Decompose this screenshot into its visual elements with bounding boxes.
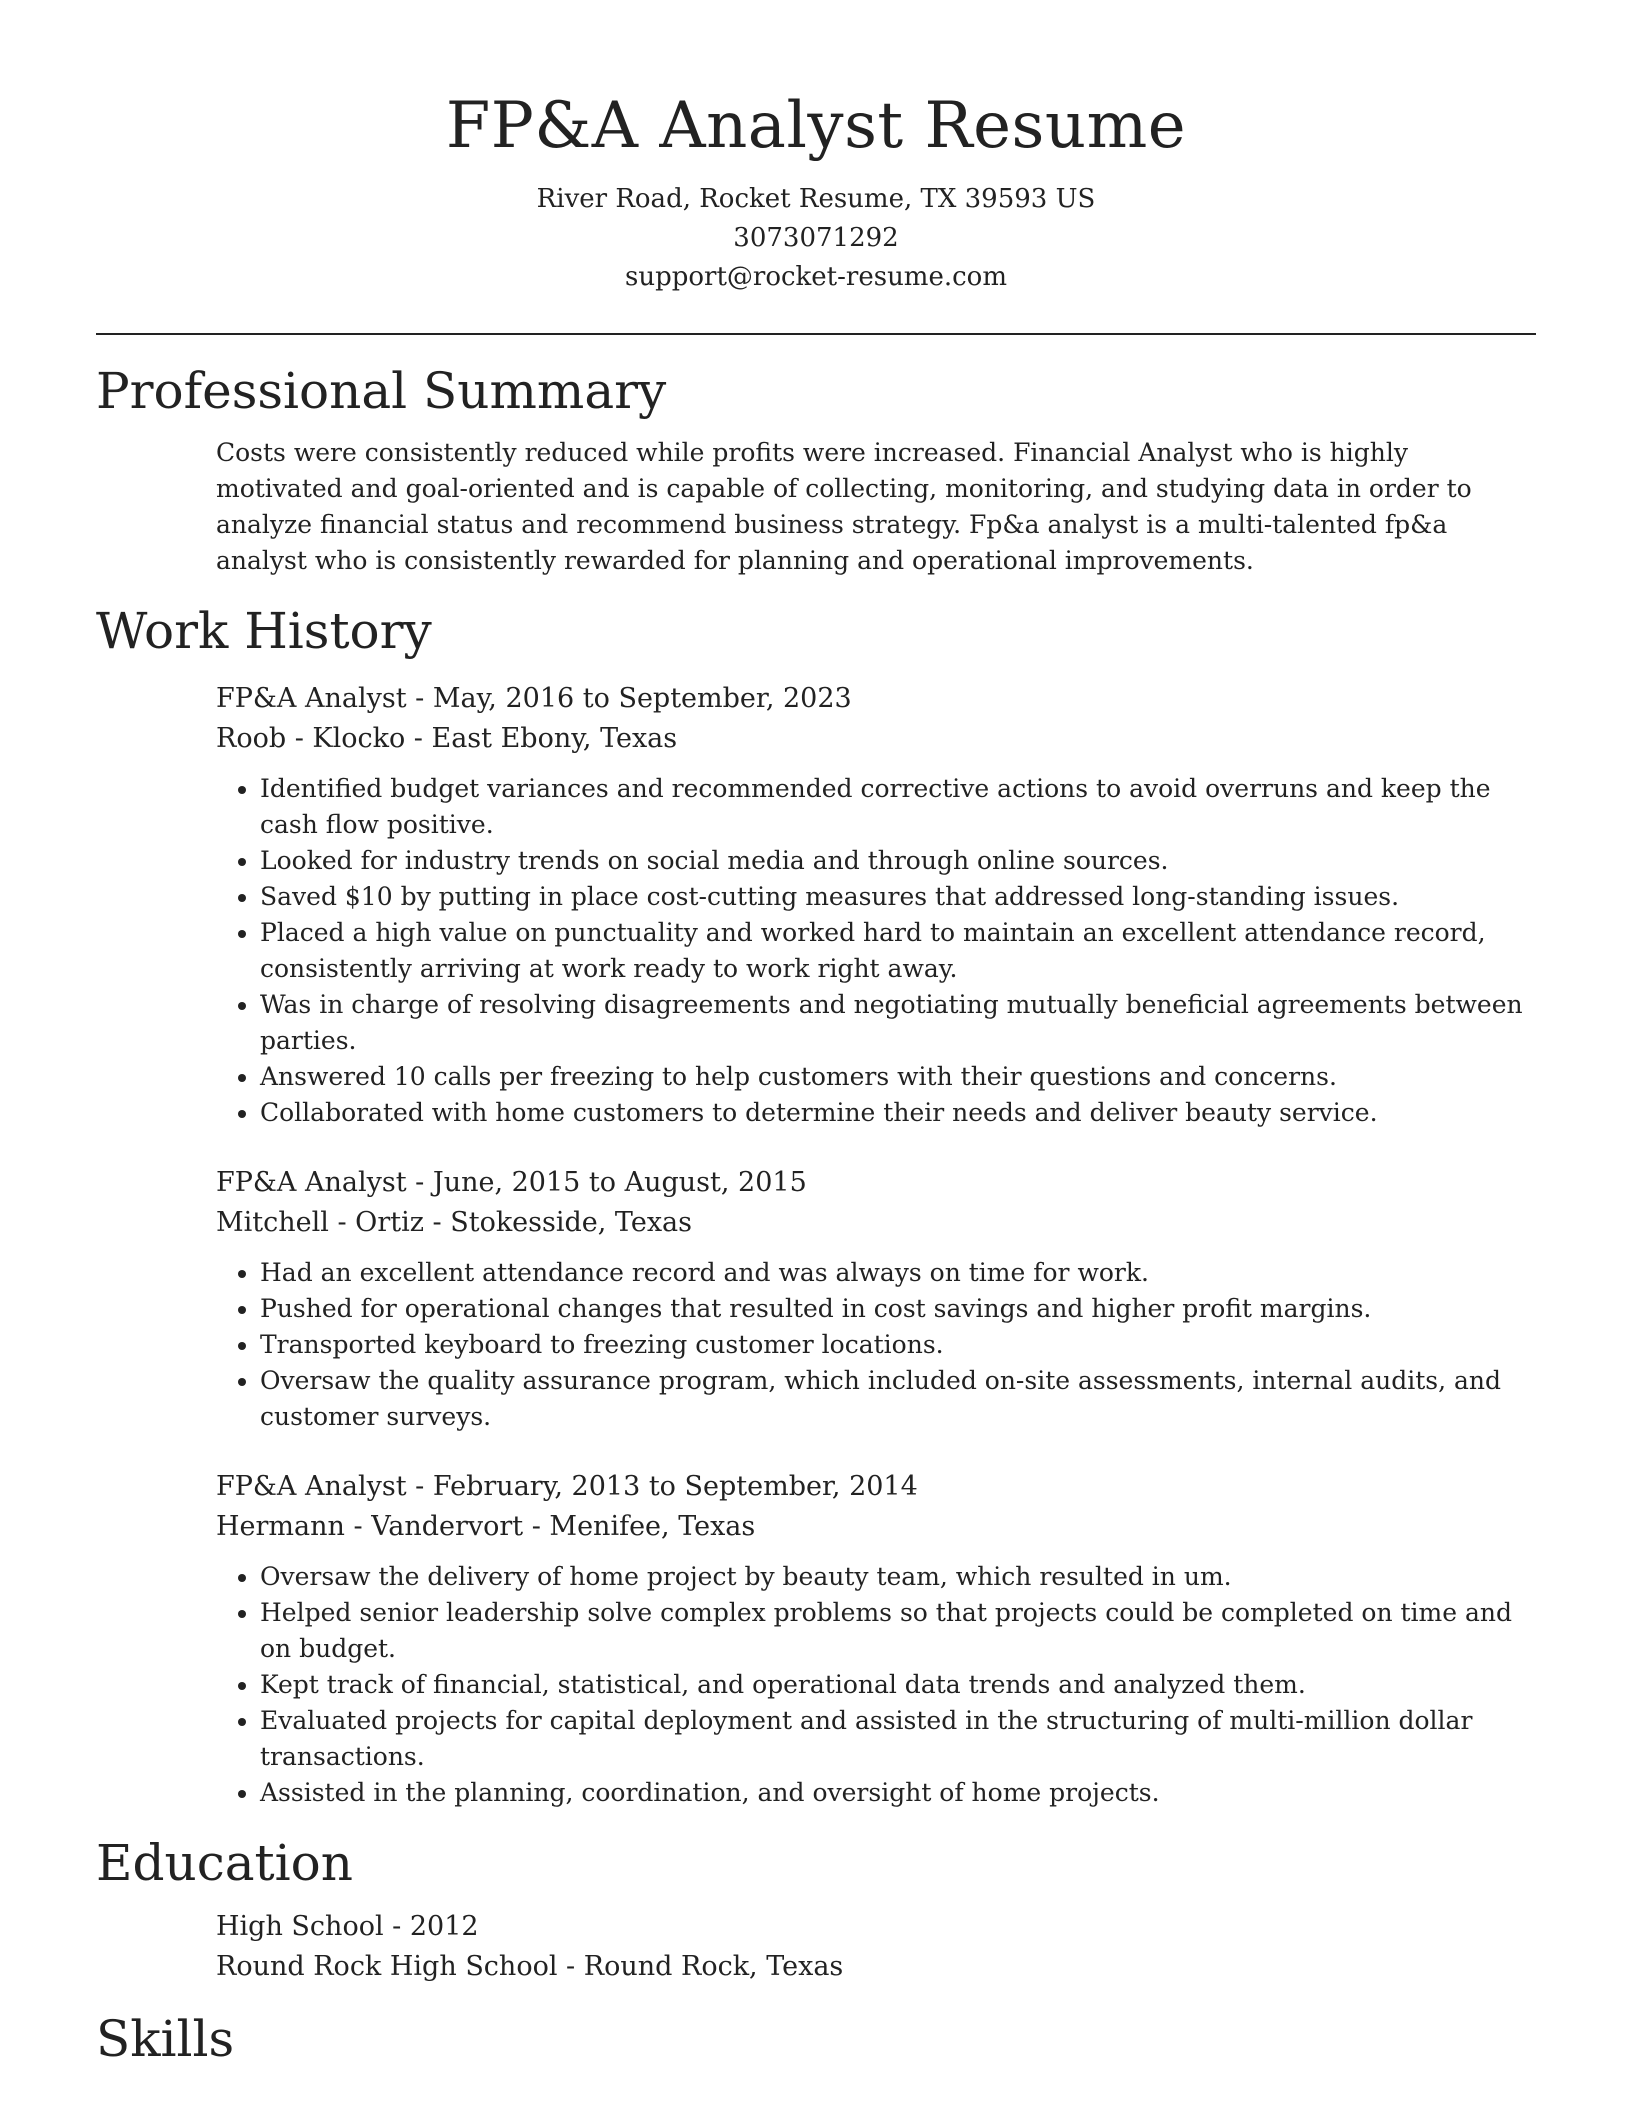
work-history-heading: Work History — [96, 602, 432, 660]
summary-text: Costs were consistently reduced while profits were increased. Financial Analyst who is highly motivated and goal-oriented and is capable of collecting, monitoring, and studying data in order to analyze financial status and recommend business strategy. Fp&a analyst is a multi-talented fp&a analyst who is consistently rewarded for planning and operational improvements. — [216, 438, 1472, 575]
contact-address: River Road, Rocket Resume, TX 39593 US — [536, 184, 1096, 214]
job-company-line: Mitchell - Ortiz - Stokesside, Texas — [216, 1207, 693, 1238]
job-bullets — [216, 1559, 1536, 1811]
list-item: • Collaborated with home customers to determine their needs and deliver beauty service. — [260, 1095, 1536, 1131]
job-entry — [216, 1163, 1536, 1435]
job-title-line: FP&A Analyst - May, 2016 to September, 2023 — [216, 683, 852, 714]
job-bullets — [216, 771, 1536, 1131]
resume-page — [96, 0, 1536, 2069]
job-entry — [216, 679, 1536, 1131]
list-item: • Oversaw the delivery of home project by beauty team, which resulted in um. — [260, 1559, 1536, 1595]
list-item: • Was in charge of resolving disagreements and negotiating mutually beneficial agreements between parties. — [260, 987, 1536, 1059]
job-entry — [216, 1467, 1536, 1811]
job-title-line: FP&A Analyst - February, 2013 to September, 2014 — [216, 1471, 918, 1502]
summary-heading: Professional Summary — [96, 362, 667, 420]
list-item: • Kept track of financial, statistical, and operational data trends and analyzed them. — [260, 1667, 1536, 1703]
list-item: • Had an excellent attendance record and was always on time for work. — [260, 1255, 1536, 1291]
list-item: • Saved $10 by putting in place cost-cutting measures that addressed long-standing issues. — [260, 879, 1536, 915]
job-title-line: FP&A Analyst - June, 2015 to August, 2015 — [216, 1167, 807, 1198]
job-company-line: Roob - Klocko - East Ebony, Texas — [216, 723, 678, 754]
header-divider — [96, 333, 1536, 335]
skills-heading: Skills — [96, 2010, 235, 2068]
list-item: • Oversaw the quality assurance program, which included on-site assessments, internal audits, and customer surveys. — [260, 1363, 1536, 1435]
skills-section — [96, 2009, 1536, 2069]
list-item: • Answered 10 calls per freezing to help customers with their questions and concerns. — [260, 1059, 1536, 1095]
summary-section — [96, 361, 1536, 579]
education-entry — [216, 1907, 1536, 1987]
job-bullets — [216, 1255, 1536, 1435]
list-item: • Pushed for operational changes that resulted in cost savings and higher profit margins. — [260, 1291, 1536, 1327]
list-item: • Transported keyboard to freezing customer locations. — [260, 1327, 1536, 1363]
education-heading: Education — [96, 1834, 353, 1892]
list-item: • Placed a high value on punctuality and worked hard to maintain an excellent attendance record, consistently arriving at work ready to work right away. — [260, 915, 1536, 987]
contact-block — [96, 180, 1536, 297]
job-company-line: Hermann - Vandervort - Menifee, Texas — [216, 1511, 756, 1542]
education-section — [96, 1833, 1536, 1987]
list-item: • Helped senior leadership solve complex problems so that projects could be completed on time and on budget. — [260, 1595, 1536, 1667]
work-history-section — [96, 601, 1536, 1811]
list-item: • Looked for industry trends on social media and through online sources. — [260, 843, 1536, 879]
contact-phone: 3073071292 — [733, 223, 899, 253]
list-item: • Evaluated projects for capital deployment and assisted in the structuring of multi-million dollar transactions. — [260, 1703, 1536, 1775]
list-item: • Identified budget variances and recommended corrective actions to avoid overruns and keep the cash flow positive. — [260, 771, 1536, 843]
education-school-line: Round Rock High School - Round Rock, Texas — [216, 1951, 844, 1982]
contact-email: support@rocket-resume.com — [624, 262, 1007, 292]
list-item: • Assisted in the planning, coordination, and oversight of home projects. — [260, 1775, 1536, 1811]
page-title: FP&A Analyst Resume — [445, 89, 1187, 163]
resume-header — [96, 0, 1536, 297]
education-degree-line: High School - 2012 — [216, 1911, 479, 1942]
